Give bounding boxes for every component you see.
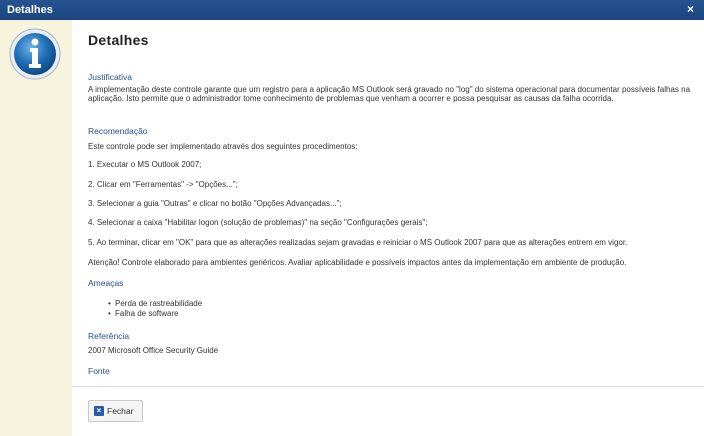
page-title: Detalhes [88, 32, 149, 48]
close-icon: × [94, 406, 104, 416]
fonte-heading: Fonte [88, 366, 110, 376]
recomendacao-step: 1. Executar o MS Outlook 2007; [88, 160, 202, 169]
recomendacao-step: 4. Selecionar a caixa "Habilitar logon (solução de problemas)" na seção "Configurações gerais"; [88, 218, 428, 227]
referencia-heading: Referência [88, 331, 130, 341]
recomendacao-step: 5. Ao terminar, clicar em "OK" para que as alterações realizadas sejam gravadas e reiniciar o MS Outlook 2007 para que as alterações entrem em vigor. [88, 238, 628, 247]
left-pane [0, 20, 72, 436]
justificativa-text: A implementação deste controle garante que um registro para a aplicação MS Outlook será gravado no "log" do sistema operacional para documentar possíveis falhas na aplicação. Isto permite que o administrador tome conhecimento de problemas que venham a ocorrer e possa pesquisar as causas da falha ocorrida. [88, 85, 691, 103]
close-icon[interactable]: × [686, 2, 694, 16]
list-item: • Perda de rastreabilidade [108, 299, 202, 309]
close-button-label: Fechar [107, 406, 134, 416]
justificativa-heading: Justificativa [88, 72, 132, 82]
dialog-titlebar [0, 0, 704, 20]
close-button[interactable] [88, 400, 143, 422]
dialog-title: Detalhes [7, 4, 53, 16]
ameacas-list [108, 299, 202, 318]
ameacas-heading: Ameaças [88, 278, 124, 288]
recomendacao-intro: Este controle pode ser implementado através dos seguintes procedimentos: [88, 142, 358, 151]
info-icon [9, 28, 61, 80]
list-item: • Falha de software [108, 309, 202, 319]
recomendacao-step: 2. Clicar em "Ferramentas" -> "Opções..."; [88, 180, 238, 189]
recomendacao-heading: Recomendação [88, 126, 148, 136]
warning-text: Atenção! Controle elaborado para ambientes genéricos. Avaliar aplicabilidade e possíveis impactos antes da implementação em ambiente de produção. [88, 258, 627, 267]
referencia-text: 2007 Microsoft Office Security Guide [88, 346, 219, 355]
footer-divider [72, 386, 704, 387]
recomendacao-step: 3. Selecionar a guia "Outras" e clicar no botão "Opções Advançadas..."; [88, 199, 342, 208]
